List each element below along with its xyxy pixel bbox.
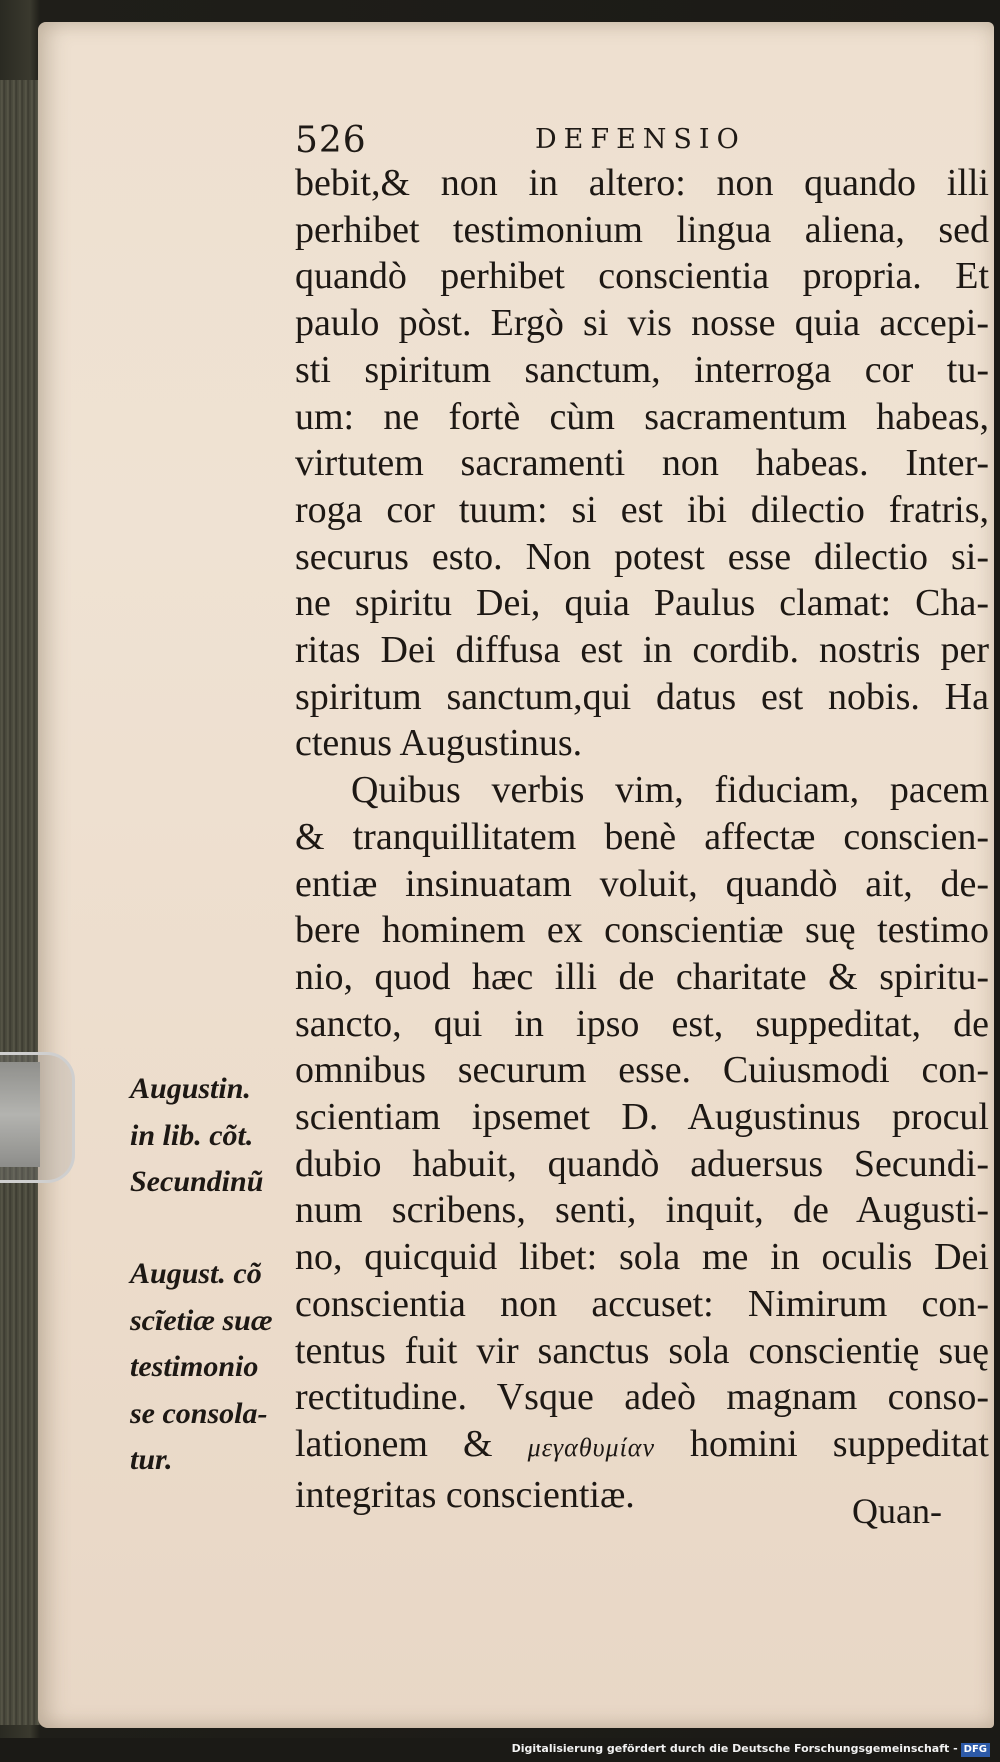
text-line: ne spiritu Dei, quia Paulus clamat: Cha-	[295, 582, 989, 625]
page-number: 526	[295, 120, 367, 161]
greek-word: μεγαθυμίαν	[527, 1432, 655, 1462]
text-line: scientiam ipsemet D. Augustinus procul	[295, 1096, 989, 1139]
marginal-line: tur.	[130, 1443, 173, 1476]
footer-bar	[0, 1738, 1000, 1762]
dfg-logo: DFG	[961, 1743, 990, 1757]
text-line: perhibet testimonium lingua aliena, sed	[295, 208, 989, 251]
text-line: omnibus securum esse. Cuiusmodi con-	[295, 1049, 989, 1092]
text-line: conscientia non accuset: Nimirum con-	[295, 1282, 989, 1325]
text-line: dubio habuit, quandò aduersus Secundi-	[295, 1142, 989, 1185]
text-line: Quibus verbis vim, fiduciam, pacem	[351, 769, 989, 812]
text-line: num scribens, senti, inquit, de Augusti-	[295, 1189, 989, 1232]
marginal-line: testimonio	[130, 1350, 259, 1383]
page-clip	[0, 1052, 75, 1183]
line-start: lationem &	[295, 1422, 528, 1465]
marginal-line: se consola-	[130, 1396, 268, 1430]
text-line: sancto, qui in ipso est, suppeditat, de	[295, 1002, 989, 1045]
credit-text: Digitalisierung gefördert durch die Deutsche Forschungsgemeinschaft -	[511, 1742, 958, 1755]
running-head	[295, 120, 995, 160]
text-line: entiæ insinuatam voluit, quandò ait, de-	[295, 862, 989, 905]
text-line: tentus fuit vir sanctus sola conscientię suę	[295, 1329, 989, 1372]
marginal-line: in lib. cõt.	[130, 1118, 254, 1152]
marginal-note-conscientia	[130, 1251, 290, 1484]
text-line: paulo pòst. Ergò si vis nosse quia accepi-	[295, 302, 989, 345]
text-line: sti spiritum sanctum, interroga cor tu-	[295, 348, 989, 391]
text-line: bebit,& non in altero: non quando illi	[295, 162, 989, 204]
marginal-line: Augustin.	[130, 1072, 251, 1105]
digitization-credit	[512, 1742, 990, 1757]
marginal-note-augustin	[130, 1066, 290, 1206]
text-line: no, quicquid libet: sola me in oculis Dei	[295, 1236, 989, 1279]
text-line: ritas Dei diffusa est in cordib. nostris per	[295, 629, 989, 672]
text-line: virtutem sacramenti non habeas. Inter-	[295, 442, 989, 485]
line-end: homini suppeditat	[655, 1422, 989, 1465]
text-line: securus esto. Non potest esse dilectio si-	[295, 535, 989, 578]
text-line: integritas conscientiæ.	[295, 1473, 635, 1516]
text-line: rectitudine. Vsque adeò magnam conso-	[295, 1376, 989, 1419]
text-line: roga cor tuum: si est ibi dilectio fratris,	[295, 488, 989, 531]
text-line: nio, quod hæc illi de charitate & spiritu-	[295, 955, 989, 998]
text-line: bere hominem ex conscientiæ suę testimo	[295, 909, 989, 952]
marginal-line: August. cõ	[130, 1257, 262, 1290]
text-line: spiritum sanctum,qui datus est nobis. Ha	[295, 675, 989, 718]
text-line: um: ne fortè cùm sacramentum habeas,	[295, 395, 989, 438]
running-title: DEFENSIO	[535, 124, 746, 155]
catchword: Quan-	[852, 1491, 942, 1531]
marginal-line: scĩetiæ suæ	[130, 1303, 273, 1337]
text-line: quandò perhibet conscientia propria. Et	[295, 255, 989, 298]
text-line: ctenus Augustinus.	[295, 722, 583, 765]
main-text-block	[295, 160, 989, 1518]
text-line: & tranquillitatem benè affectæ conscien-	[295, 815, 989, 858]
marginal-line: Secundinũ	[130, 1165, 264, 1198]
text-line-with-greek	[295, 1421, 989, 1472]
